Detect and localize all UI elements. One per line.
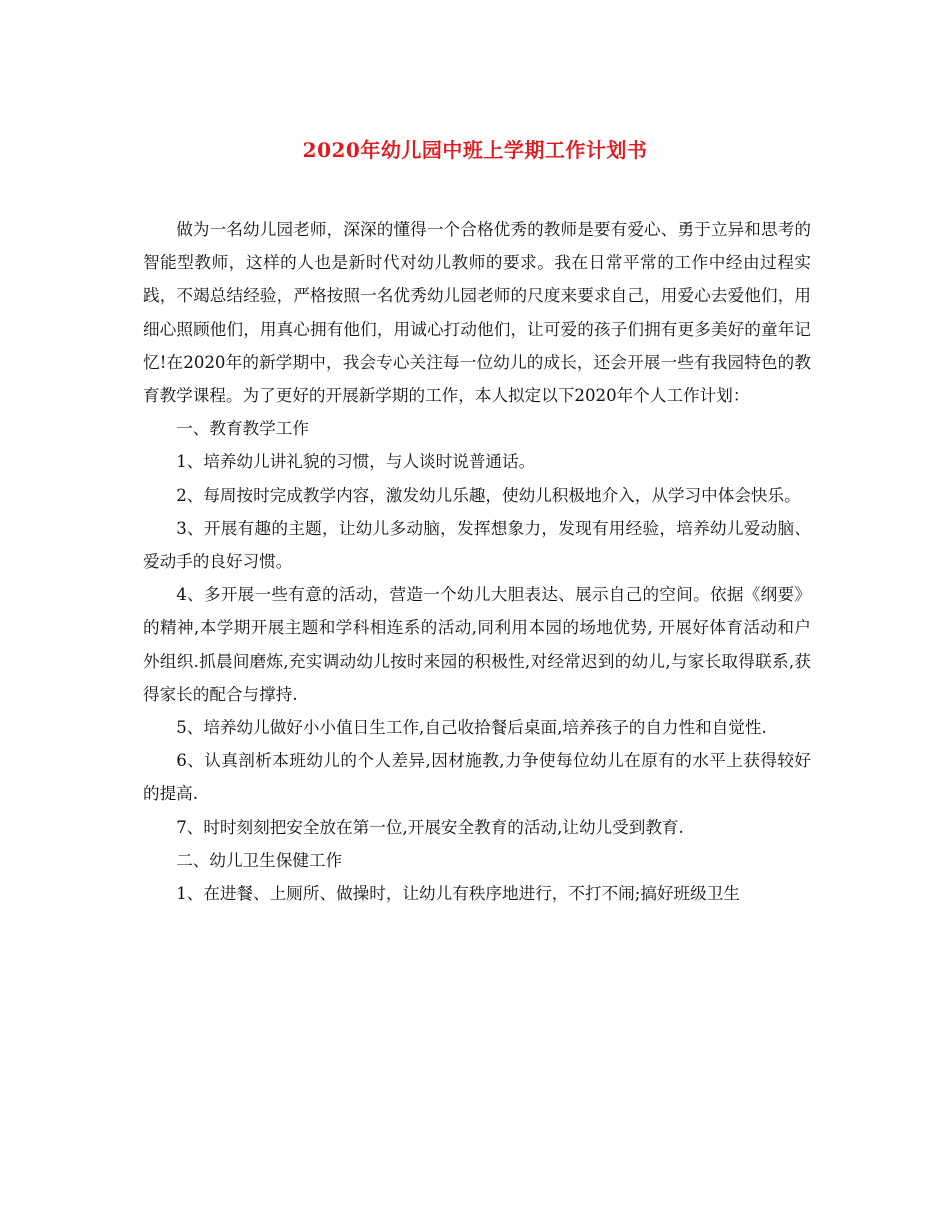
list-item: 4、多开展一些有意的活动，营造一个幼儿大胆表达、展示自己的空间。依据《纲要》的精神,本学期开展主题和学科相连系的活动,同利用本园的场地优势, 开展好体育活动和户外组织.抓晨间磨炼,充实调动幼儿按时来园的积极性,对经常迟到的幼儿,与家长取得联系,获得家长的配合与撑持. bbox=[143, 585, 811, 704]
document-body bbox=[143, 213, 811, 910]
list-item: 1、培养幼儿讲礼貌的习惯，与人谈时说普通话。 bbox=[176, 452, 536, 472]
document-title: 2020年幼儿园中班上学期工作计划书 bbox=[302, 138, 648, 162]
section-heading-health: 二、幼儿卫生保健工作 bbox=[176, 850, 343, 870]
list-item: 6、认真剖析本班幼儿的个人差异,因材施教,力争使每位幼儿在原有的水平上获得较好的提高. bbox=[143, 751, 811, 804]
list-item: 5、培养幼儿做好小小值日生工作,自己收拾餐后桌面,培养孩子的自力性和自觉性. bbox=[176, 718, 767, 738]
list-item: 7、时时刻刻把安全放在第一位,开展安全教育的活动,让幼儿受到教育. bbox=[176, 817, 684, 837]
list-item: 2、每周按时完成教学内容，激发幼儿乐趣，使幼儿积极地介入，从学习中体会快乐。 bbox=[176, 485, 801, 505]
paragraph-intro: 做为一名幼儿园老师，深深的懂得一个合格优秀的教师是要有爱心、勇于立异和思考的智能型教师，这样的人也是新时代对幼儿教师的要求。我在日常平常的工作中经由过程实践，不竭总结经验，严格按照一名优秀幼儿园老师的尺度来要求自己，用爱心去爱他们，用细心照顾他们，用真心拥有他们，用诚心打动他们，让可爱的孩子们拥有更多美好的童年记忆!在2020年的新学期中，我会专心关注每一位幼儿的成长，还会开展一些有我园特色的教育教学课程。为了更好的开展新学期的工作，本人拟定以下2020年个人工作计划： bbox=[143, 220, 811, 406]
section-heading-teaching: 一、教育教学工作 bbox=[176, 419, 309, 439]
list-item: 1、在进餐、上厕所、做操时，让幼儿有秩序地进行，不打不闹;搞好班级卫生 bbox=[176, 884, 740, 904]
list-item: 3、开展有趣的主题，让幼儿多动脑，发挥想象力，发现有用经验，培养幼儿爱动脑、爱动手的良好习惯。 bbox=[143, 518, 811, 572]
